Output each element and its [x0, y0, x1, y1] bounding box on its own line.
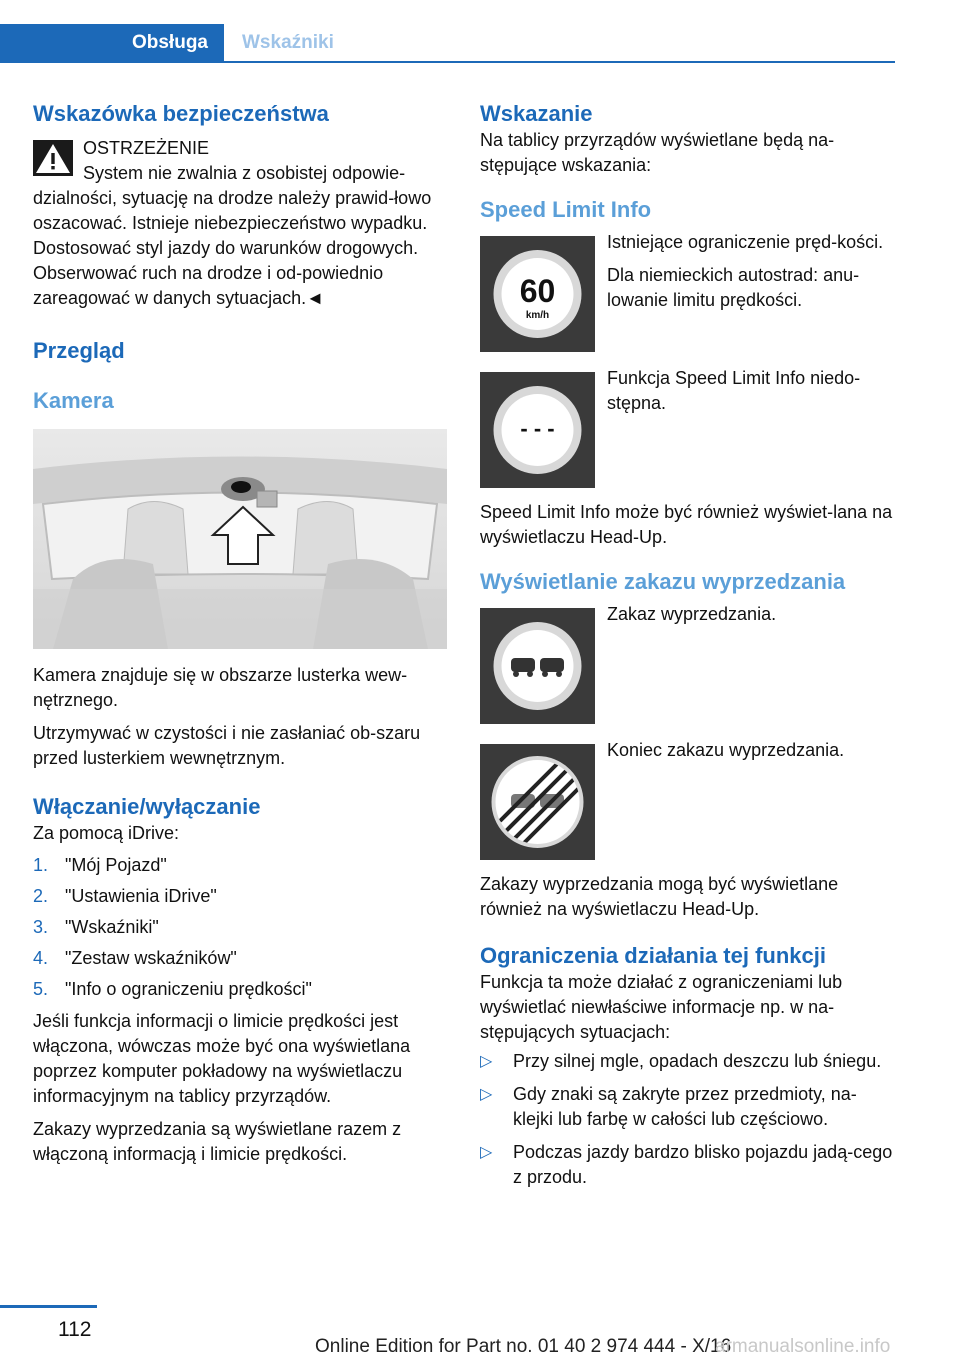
after-p1: Jeśli funkcja informacji o limicie prędkości jest włączona, wówczas może być ona wyświetlana poprzez komputer pokładowy na wyświetlaczu informacyjnym na tablicy przyrządów. [33, 1011, 411, 1106]
watermark-text: armanualsonline.info [715, 1336, 891, 1357]
header-tabs [0, 24, 895, 63]
limits-intro: Funkcja ta może działać z ograniczeniami lub wyświetlać niewłaściwe informacje np. w na-stępujących sytuacjach: [480, 972, 843, 1042]
list-item [33, 912, 447, 943]
step-number: 1. [33, 855, 49, 875]
footer-rule [0, 1305, 97, 1308]
list-item [33, 943, 447, 974]
sign1-text2: Dla niemieckich autostrad: anu-lowanie limitu prędkości. [607, 265, 860, 310]
list-item [33, 881, 447, 912]
limits-list [480, 1049, 895, 1190]
page-number: 112 [58, 1318, 92, 1341]
step-number: 3. [33, 917, 49, 937]
speed-limit-60-sign-icon [480, 236, 595, 352]
step-text: "Mój Pojazd" [65, 855, 167, 875]
bullet-triangle-icon: ▷ [480, 1144, 493, 1161]
sign2-text: Funkcja Speed Limit Info niedo-stępna. [607, 368, 861, 413]
list-item [480, 1140, 895, 1190]
warning-block [33, 136, 447, 311]
nopass-hud-text: Zakazy wyprzedzania mogą być wyświetlane również na wyświetlaczu Head-Up. [480, 874, 839, 919]
camera-p1: Kamera znajduje się w obszarze lusterka wew-nętrznego. [33, 665, 408, 710]
sign-row-no-passing [480, 604, 895, 724]
sli-hud-text: Speed Limit Info może być również wyświet-lana na wyświetlaczu Head-Up. [480, 502, 893, 547]
list-item [480, 1082, 895, 1132]
step-number: 5. [33, 979, 49, 999]
overview-heading: Przegląd [33, 338, 125, 363]
edition-text: Online Edition for Part no. 01 40 2 974 444 - X/16 [315, 1336, 732, 1357]
step-text: "Wskaźniki" [65, 917, 159, 937]
bullet-text: Przy silnej mgle, opadach deszczu lub śniegu. [513, 1051, 882, 1071]
steps-list [33, 850, 447, 1005]
end-no-passing-sign-icon [480, 744, 595, 860]
bullet-triangle-icon: ▷ [480, 1086, 493, 1103]
sign-row-unavailable [480, 368, 895, 488]
sign-speed-unit: km/h [525, 310, 550, 321]
speed-limit-unavailable-sign-icon [480, 372, 595, 488]
bullet-triangle-icon: ▷ [480, 1053, 493, 1070]
no-passing-sign-icon [480, 608, 595, 724]
bullet-text: Gdy znaki są zakryte przez przedmioty, na-klejki lub farbę w całości lub częściowo. [513, 1084, 857, 1129]
step-text: "Zestaw wskaźników" [65, 948, 237, 968]
bullet-text: Podczas jazdy bardzo blisko pojazdu jadą-cego z przodu. [513, 1142, 893, 1187]
sli-heading: Speed Limit Info [480, 197, 652, 222]
sign-row-end-no-passing [480, 740, 895, 860]
display-heading: Wskazanie [480, 101, 593, 126]
step-text: "Info o ograniczeniu prędkości" [65, 979, 312, 999]
tab-obsluga: Obsługa [0, 24, 224, 61]
warning-text: System nie zwalnia z osobistej odpowie-dzialności, sytuację na drodze należy prawid-łowo oszacować. Istnieje niebezpieczeństwo wypadku. Dostosować styl jazdy do warunków drogowych. Obserwować ruch na drodze i od-powiednio zareagować w danych sytuacjach.◄ [33, 163, 432, 308]
sign-speed-value: 60 [519, 273, 556, 309]
sign-dashes: - - - [520, 416, 555, 441]
tab-wskazniki: Wskaźniki [242, 32, 334, 53]
warning-label: OSTRZEŻENIE [83, 138, 210, 158]
step-number: 4. [33, 948, 49, 968]
after-p2: Zakazy wyprzedzania są wyświetlane razem z włączoną informacją i limicie prędkości. [33, 1119, 402, 1164]
camera-heading: Kamera [33, 388, 114, 413]
onoff-intro: Za pomocą iDrive: [33, 823, 180, 843]
onoff-heading: Włączanie/wyłączanie [33, 794, 261, 819]
step-text: "Ustawienia iDrive" [65, 886, 217, 906]
limits-heading: Ograniczenia działania tej funkcji [480, 943, 826, 968]
step-number: 2. [33, 886, 49, 906]
list-item [480, 1049, 895, 1074]
warning-triangle-icon [33, 140, 73, 176]
display-intro: Na tablicy przyrządów wyświetlane będą na-stępujące wskazania: [480, 130, 835, 175]
camera-p2: Utrzymywać w czystości i nie zasłaniać ob-szaru przed lusterkiem wewnętrznym. [33, 723, 421, 768]
left-column [33, 100, 447, 1167]
sign-row-speed-limit [480, 232, 895, 352]
nopass-heading: Wyświetlanie zakazu wyprzedzania [480, 569, 846, 594]
sign4-text: Koniec zakazu wyprzedzania. [607, 740, 845, 760]
camera-location-image [33, 429, 447, 649]
list-item [33, 850, 447, 881]
list-item [33, 974, 447, 1005]
safety-heading: Wskazówka bezpieczeństwa [33, 101, 329, 126]
right-column [480, 100, 895, 1198]
sign1-text1: Istniejące ograniczenie pręd-kości. [607, 232, 884, 252]
sign3-text: Zakaz wyprzedzania. [607, 604, 777, 624]
